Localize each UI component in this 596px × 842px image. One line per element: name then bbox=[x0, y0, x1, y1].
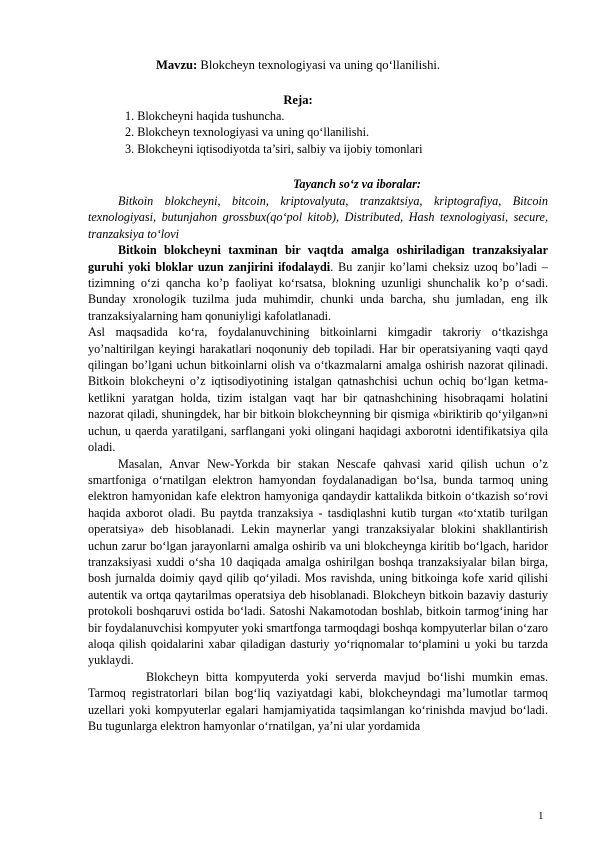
page-number: 1 bbox=[538, 810, 544, 822]
plan-list bbox=[125, 108, 423, 157]
topic-text: Blokcheyn texnologiyasi va uning qo‘llanilishi. bbox=[197, 58, 441, 72]
definition-bold: Bitkoin blokcheyni taxminan bir vaqtda amalga oshiriladigan tranzaksiyalar guruhi yoki bloklar uzun zanjirini ifodalaydi bbox=[88, 243, 548, 274]
body-text bbox=[88, 193, 548, 734]
plan-item: 2. Blokcheyn texnologiyasi va uning qo‘llanilishi. bbox=[125, 125, 370, 140]
plan-heading: Reja: bbox=[283, 93, 313, 107]
paragraph-4: Blokcheyn bitta kompyuterda yoki serverda mavjud bo‘lishi mumkin emas. Tarmoq registratorlari bilan bog‘liq vaziyatdagi kabi, blokcheyndagi ma’lumotlar tarmoq uzellari yoki kompyuterlar egalari hamjamiyatida taqsimlangan ko‘rinishda mavjud bo‘ladi. Bu tugunlarga elektron hamyonlar o‘rnatilgan, ya’ni ular yordamida bbox=[88, 669, 548, 733]
topic-label: Mavzu: bbox=[155, 58, 198, 72]
topic-title bbox=[0, 57, 596, 73]
paragraph-1 bbox=[88, 242, 548, 324]
paragraph-1-rest: . Bu zanjir ko’lami cheksiz uzoq bo’ladi – tizimning o‘zi qancha ko’p faoliyat ko‘rsatsa, blokning uzunligi shunchalik ko’p o‘sadi. Bunday xronologik tuzilma juda muhimdir, chunki unda barcha, shu jumladan, eng ilk tranzaksiyalarning ham qonuniyligi kafolatlanadi. bbox=[88, 259, 549, 323]
keywords-heading: Tayanch so‘z va iboralar: bbox=[293, 177, 421, 191]
paragraph-2: Asl maqsadida ko‘ra, foydalanuvchining bitkoinlarni kimgadir takroriy o‘tkazishga yo’naltirilgan keyingi harakatlari noqonuniy deb topiladi. Har bir operatsiyaning vaqti qayd qilingan bo’lgani uchun bitkoinlarni olish va o‘tkazmalarni amalga oshirish nazorat qilinadi. Bitkoin blokcheyni o’z iqtisodiyotining istalgan qatnashchisi uchun ochiq bo‘lgan ketma-ketlikni yaratgan holda, tizim istalgan vaqt har bir qatnashchining hisobraqami holatini nazorat qiladi, shuningdek, har bir bitkoin blokcheynning bir qismiga «biriktirib qo‘yilgan»ni uchun, u qaerda yaratilgani, sarflangani yoki olingani haqidagi axborotni identifikatsiya qila oladi. bbox=[88, 325, 548, 455]
paragraph-3: Masalan, Anvar New-Yorkda bir stakan Nescafe qahvasi xarid qilish uchun o’z smartfoniga o‘rnatilgan elektron hamyondan foydalanadigan bo‘lsa, bunda tarmoq uning elektron hamyonidan kafe elektron hamyoniga qandaydir kattalikda bitkoin o‘tkazish so‘rovi haqida axborot oladi. Bu paytda tranzaksiya - tasdiqlashni kutib turgan «to‘xtatib turilgan operatsiya» deb hisoblanadi. Lekin maynerlar yangi tranzaksiyalar blokini shakllantirish uchun zarur bo‘lgan jarayonlarni amalga oshirib va uni blokcheynga kiritib bo‘lgach, haridor tranzaksiyasi xuddi o‘sha 10 daqiqada amalga oshirilgan boshqa tranzaksiyalar bilan birga, bosh jurnalda doimiy qayd qilib qo‘yiladi. Mos ravishda, uning bitkoinga kofe xarid qilishi autentik va ortqa qaytarilmas operatsiya deb hisoblanadi. Blokcheyn bitkoin bazaviy dasturiy protokoli boshqaruvi ostida bo‘ladi. Satoshi Nakamotodan boshlab, bitkoin tarmog‘ining har bir foydalanuvchisi kompyuter yoki smartfonga tarmoqdagi boshqa kompyuterlar bilan o‘zaro aloqa qilish qoidalarini xabar qiladigan dasturiy yo‘riqnomalar to‘plamini u yoki bu tarzda yuklaydi. bbox=[88, 456, 548, 668]
plan-item: 1. Blokcheyni haqida tushuncha. bbox=[125, 109, 285, 123]
plan-item: 3. Blokcheyni iqtisodiyotda ta’siri, salbiy va ijobiy tomonlari bbox=[125, 141, 423, 156]
keywords-paragraph: Bitkoin blokcheyni, bitcoin, kriptovalyuta, tranzaktsiya, kriptografiya, Bitcoin texnologiyasi, butunjahon grossbux(qo‘pol kitob), Distributed, Hash texnologiyasi, secure, tranzaksiya to‘lovi bbox=[88, 194, 548, 241]
